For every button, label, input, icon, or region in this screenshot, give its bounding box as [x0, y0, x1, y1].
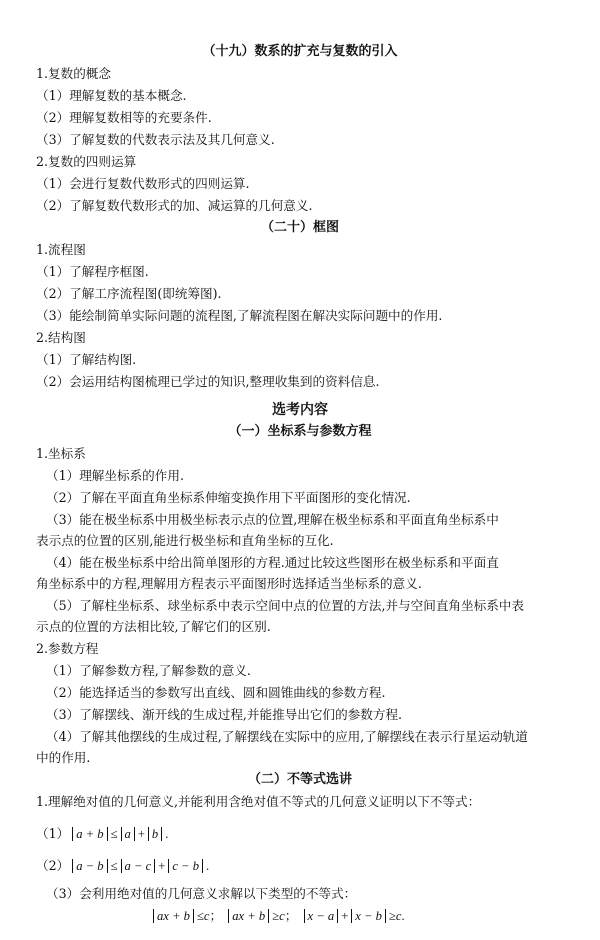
heading-flowchart: 1.流程图 [36, 242, 86, 257]
math-formula-inequality-types: ax + b ≤c； ax + b ≥c； x − a + x − b ≥c. [150, 908, 405, 924]
paragraph: （3）能在极坐标系中用极坐标表示点的位置,理解在极坐标系和平面直角坐标系中 [46, 512, 499, 527]
paragraph: （1）理解坐标系的作用. [46, 468, 184, 483]
formula-label: （2） [36, 858, 70, 873]
elective-title: 选考内容 [272, 402, 328, 418]
paragraph: （4）了解其他摆线的生成过程,了解摆线在实际中的应用,了解摆线在表示行星运动轨道 [46, 729, 528, 744]
section-20-title: （二十）框图 [260, 220, 339, 235]
heading-structure-chart: 2.结构图 [36, 330, 86, 345]
list-item: （1）会进行复数代数形式的四则运算. [36, 176, 250, 191]
heading-parametric-equations: 2.参数方程 [36, 641, 99, 656]
paragraph: （1）了解参数方程,了解参数的意义. [46, 663, 251, 678]
list-item: （3）能绘制简单实际问题的流程图,了解流程图在解决实际问题中的作用. [36, 308, 443, 323]
list-item: （1）理解复数的基本概念. [36, 88, 187, 103]
heading-complex-concept: 1.复数的概念 [36, 66, 111, 81]
list-item: （1）了解程序框图. [36, 264, 149, 279]
heading-absolute-value: 1.理解绝对值的几何意义,并能利用含绝对值不等式的几何意义证明以下不等式： [36, 794, 481, 809]
paragraph: （3）会利用绝对值的几何意义求解以下类型的不等式： [46, 886, 357, 901]
elective-section-1-title: （一）坐标系与参数方程 [228, 424, 372, 439]
paragraph: （2）能选择适当的参数写出直线、圆和圆锥曲线的参数方程. [46, 685, 386, 700]
math-formula-difference-inequality: a − b ≤ a − c + c − b . [69, 859, 209, 873]
paragraph: （3）了解摆线、渐开线的生成过程,并能推导出它们的参数方程. [46, 707, 403, 722]
section-19-title: （十九）数系的扩充与复数的引入 [202, 44, 398, 59]
paragraph-continuation: 中的作用. [36, 750, 91, 765]
paragraph-continuation: 表示点的位置的区别,能进行极坐标和直角坐标的互化. [36, 533, 334, 548]
list-item: （2）理解复数相等的充要条件. [36, 110, 212, 125]
paragraph: （4）能在极坐标系中给出简单图形的方程.通过比较这些图形在极坐标系和平面直 [46, 555, 499, 570]
heading-complex-operations: 2.复数的四则运算 [36, 154, 137, 169]
paragraph-continuation: 示点的位置的方法相比较,了解它们的区别. [36, 619, 271, 634]
formula-line-2 [36, 858, 209, 874]
list-item: （2）了解工序流程图(即统筹图). [36, 286, 222, 301]
heading-coordinate-system: 1.坐标系 [36, 446, 86, 461]
list-item: （3）了解复数的代数表示法及其几何意义. [36, 132, 275, 147]
paragraph: （5）了解柱坐标系、球坐标系中表示空间中点的位置的方法,并与空间直角坐标系中表 [46, 598, 524, 613]
elective-section-2-title: （二）不等式选讲 [247, 772, 352, 787]
paragraph-continuation: 角坐标系中的方程,理解用方程表示平面图形时选择适当坐标系的意义. [36, 576, 422, 591]
list-item: （2）了解复数代数形式的加、减运算的几何意义. [36, 198, 313, 213]
formula-label: （1） [36, 826, 70, 841]
paragraph: （2）了解在平面直角坐标系伸缩变换作用下平面图形的变化情况. [46, 490, 411, 505]
formula-line-1 [36, 826, 168, 842]
list-item: （1）了解结构图. [36, 352, 137, 367]
list-item: （2）会运用结构图梳理已学过的知识,整理收集到的资料信息. [36, 374, 380, 389]
math-formula-triangle-inequality: a + b ≤ a + b . [69, 827, 168, 841]
